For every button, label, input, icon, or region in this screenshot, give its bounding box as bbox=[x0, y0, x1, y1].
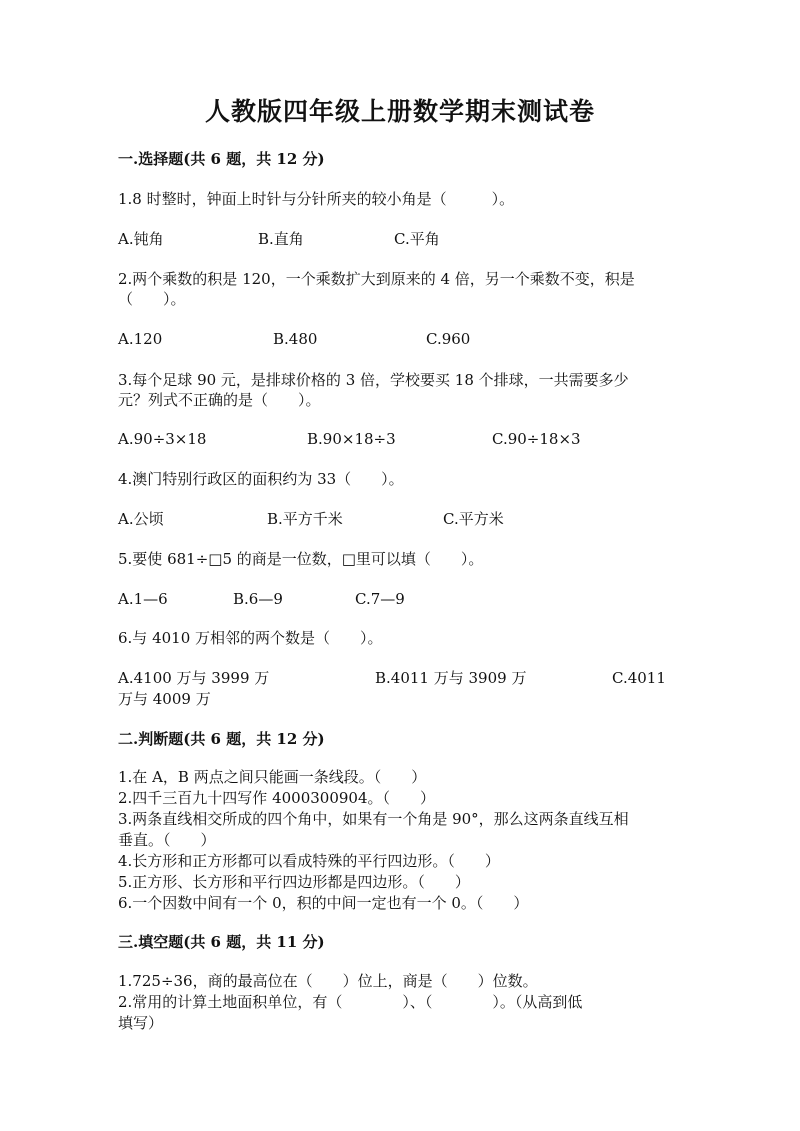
question-6-option-a: A.4100 万与 3999 万 bbox=[118, 669, 270, 687]
fill-blank-line: 1.725÷36，商的最高位在（ ）位上，商是（ ）位数。 bbox=[118, 972, 538, 990]
question-2-stem-cont: （ ）。 bbox=[118, 290, 186, 308]
judgement-line: 1.在 A，B 两点之间只能画一条线段。（ ） bbox=[118, 768, 427, 786]
question-6-stem: 6.与 4010 万相邻的两个数是（ ）。 bbox=[118, 629, 383, 647]
question-3-option-a: A.90÷3×18 bbox=[118, 430, 207, 448]
question-1-option-b: B.直角 bbox=[258, 230, 304, 248]
question-4-option-a: A.公顷 bbox=[118, 510, 164, 528]
section-heading-fill-blank: 三.填空题(共 6 题，共 11 分) bbox=[118, 933, 325, 951]
section-heading-judgement: 二.判断题(共 6 题，共 12 分) bbox=[118, 730, 325, 748]
question-6-option-b: B.4011 万与 3909 万 bbox=[375, 669, 527, 687]
question-5-option-a: A.1—6 bbox=[118, 590, 168, 608]
fill-blank-line: 填写） bbox=[118, 1014, 164, 1032]
question-1-option-c: C.平角 bbox=[394, 230, 440, 248]
question-2-option-c: C.960 bbox=[426, 330, 471, 348]
question-5-option-c: C.7—9 bbox=[355, 590, 405, 608]
fill-blank-line: 2.常用的计算土地面积单位，有（ ）、（ ）。（从高到低 bbox=[118, 993, 583, 1011]
question-2-option-b: B.480 bbox=[273, 330, 318, 348]
judgement-line: 3.两条直线相交所成的四个角中，如果有一个角是 90°，那么这两条直线互相 bbox=[118, 810, 629, 828]
question-2-stem: 2.两个乘数的积是 120，一个乘数扩大到原来的 4 倍，另一个乘数不变，积是 bbox=[118, 270, 635, 288]
question-1-stem: 1.8 时整时，钟面上时针与分针所夹的较小角是（ ）。 bbox=[118, 190, 515, 208]
judgement-line: 4.长方形和正方形都可以看成特殊的平行四边形。（ ） bbox=[118, 852, 500, 870]
question-5-stem: 5.要使 681÷□5 的商是一位数，□里可以填（ ）。 bbox=[118, 550, 484, 568]
question-3-stem-cont: 元？列式不正确的是（ ）。 bbox=[118, 391, 321, 409]
question-3-stem: 3.每个足球 90 元，是排球价格的 3 倍，学校要买 18 个排球，一共需要多少 bbox=[118, 371, 629, 389]
judgement-line: 6.一个因数中间有一个 0，积的中间一定也有一个 0。（ ） bbox=[118, 894, 529, 912]
judgement-line: 2.四千三百九十四写作 4000300904。（ ） bbox=[118, 789, 436, 807]
judgement-line: 垂直。（ ） bbox=[118, 831, 216, 849]
section-heading-choice: 一.选择题(共 6 题，共 12 分) bbox=[118, 150, 325, 168]
question-1-option-a: A.钝角 bbox=[118, 230, 164, 248]
question-5-option-b: B.6—9 bbox=[233, 590, 283, 608]
question-4-stem: 4.澳门特别行政区的面积约为 33（ ）。 bbox=[118, 470, 404, 488]
question-3-option-b: B.90×18÷3 bbox=[307, 430, 396, 448]
question-2-option-a: A.120 bbox=[118, 330, 163, 348]
judgement-line: 5.正方形、长方形和平行四边形都是四边形。（ ） bbox=[118, 873, 470, 891]
page-title: 人教版四年级上册数学期末测试卷 bbox=[204, 97, 595, 126]
question-4-option-c: C.平方米 bbox=[443, 510, 504, 528]
question-4-option-b: B.平方千米 bbox=[267, 510, 343, 528]
question-3-option-c: C.90÷18×3 bbox=[492, 430, 581, 448]
question-6-option-c: C.4011 bbox=[612, 669, 666, 687]
question-6-option-c-wrap: 万与 4009 万 bbox=[118, 690, 211, 708]
